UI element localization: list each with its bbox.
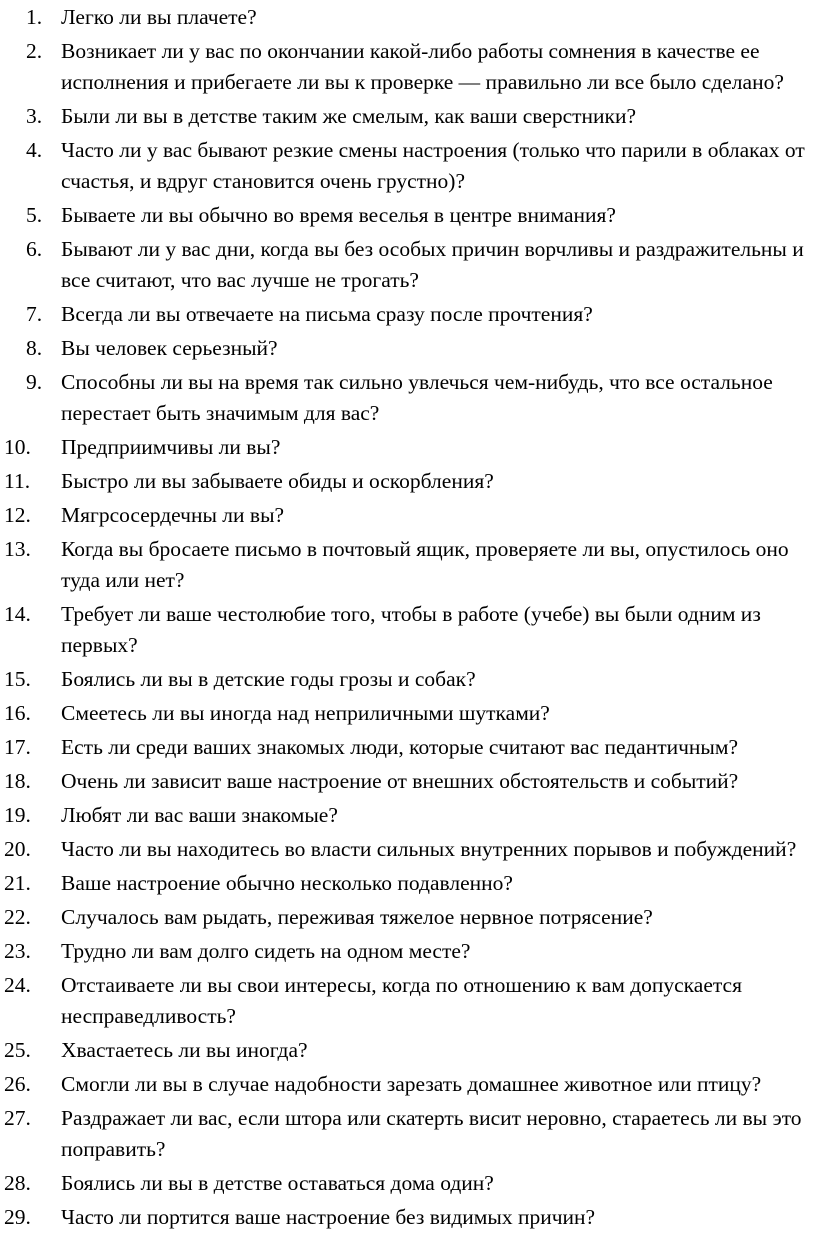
question-text: Боялись ли вы в детские годы грозы и собак? — [61, 667, 476, 691]
question-text: Бывают ли у вас дни, когда вы без особых причин ворчливы и раздражительны и все считают, что вас лучше не трогать? — [61, 237, 804, 292]
question-item — [4, 834, 810, 865]
question-number: 14. — [4, 602, 31, 626]
question-item — [4, 367, 810, 429]
question-item — [4, 800, 810, 831]
question-item — [4, 135, 810, 197]
question-item — [4, 698, 810, 729]
question-text: Трудно ли вам долго сидеть на одном месте? — [61, 939, 471, 963]
question-number: 4. — [26, 138, 43, 162]
question-item — [4, 970, 810, 1032]
question-number: 27. — [4, 1106, 31, 1130]
question-item — [4, 1103, 810, 1165]
question-item — [4, 902, 810, 933]
question-text: Хвастаетесь ли вы иногда? — [61, 1038, 308, 1062]
question-number: 25. — [4, 1038, 31, 1062]
question-item — [4, 333, 810, 364]
question-text: Вы человек серьезный? — [61, 336, 278, 360]
question-item — [4, 664, 810, 695]
question-number: 26. — [4, 1072, 31, 1096]
question-text: Быстро ли вы забываете обиды и оскорбления? — [61, 469, 494, 493]
question-number: 15. — [4, 667, 31, 691]
question-list — [4, 2, 810, 1233]
question-item — [4, 2, 810, 33]
question-item — [4, 732, 810, 763]
question-number: 5. — [26, 203, 43, 227]
question-text: Когда вы бросаете письмо в почтовый ящик, проверяете ли вы, опустилось оно туда или нет? — [61, 537, 789, 592]
question-number: 3. — [26, 104, 43, 128]
question-text: Отстаиваете ли вы свои интересы, когда по отношению к вам допускается несправедливость? — [61, 973, 742, 1028]
question-text: Бываете ли вы обычно во время веселья в центре внимания? — [61, 203, 616, 227]
question-number: 21. — [4, 871, 31, 895]
question-number: 6. — [26, 237, 43, 261]
question-number: 16. — [4, 701, 31, 725]
question-number: 29. — [4, 1205, 31, 1229]
question-text: Способны ли вы на время так сильно увлечься чем-нибудь, что все остальное перестает быть значимым для вас? — [61, 370, 773, 425]
question-number: 10. — [4, 435, 31, 459]
question-text: Случалось вам рыдать, переживая тяжелое нервное потрясение? — [61, 905, 653, 929]
question-item — [4, 534, 810, 596]
question-text: Есть ли среди ваших знакомых люди, которые считают вас педантичным? — [61, 735, 739, 759]
question-number: 1. — [26, 5, 43, 29]
question-text: Любят ли вас ваши знакомые? — [61, 803, 338, 827]
question-item — [4, 200, 810, 231]
question-text: Часто ли вы находитесь во власти сильных внутренних порывов и побуждений? — [61, 837, 797, 861]
question-text: Мягрсосердечны ли вы? — [61, 503, 285, 527]
question-number: 24. — [4, 973, 31, 997]
question-text: Очень ли зависит ваше настроение от внешних обстоятельств и событий? — [61, 769, 739, 793]
question-item — [4, 936, 810, 967]
question-item — [4, 36, 810, 98]
question-number: 23. — [4, 939, 31, 963]
question-text: Боялись ли вы в детстве оставаться дома один? — [61, 1171, 494, 1195]
question-text: Всегда ли вы отвечаете на письма сразу после прочтения? — [61, 302, 593, 326]
question-item — [4, 101, 810, 132]
question-number: 28. — [4, 1171, 31, 1195]
question-text: Смеетесь ли вы иногда над неприличными шутками? — [61, 701, 550, 725]
question-number: 18. — [4, 769, 31, 793]
question-text: Возникает ли у вас по окончании какой-либо работы сомнения в качестве ее исполнения и прибегаете ли вы к проверке — правильно ли все было сделано? — [61, 39, 784, 94]
question-item — [4, 1202, 810, 1233]
question-number: 22. — [4, 905, 31, 929]
question-number: 11. — [4, 469, 31, 493]
question-item — [4, 868, 810, 899]
question-item — [4, 299, 810, 330]
question-number: 17. — [4, 735, 31, 759]
question-item — [4, 766, 810, 797]
question-number: 12. — [4, 503, 31, 527]
question-number: 19. — [4, 803, 31, 827]
question-text: Предприимчивы ли вы? — [61, 435, 281, 459]
question-number: 9. — [26, 370, 43, 394]
question-text: Смогли ли вы в случае надобности зарезать домашнее животное или птицу? — [61, 1072, 762, 1096]
question-text: Требует ли ваше честолюбие того, чтобы в работе (учебе) вы были одним из первых? — [61, 602, 761, 657]
question-item — [4, 466, 810, 497]
question-item — [4, 599, 810, 661]
question-number: 7. — [26, 302, 43, 326]
question-text: Часто ли портится ваше настроение без видимых причин? — [61, 1205, 596, 1229]
question-item — [4, 234, 810, 296]
question-item — [4, 1069, 810, 1100]
question-text: Часто ли у вас бывают резкие смены настроения (только что парили в облаках от счастья, и вдруг становится очень грустно)? — [61, 138, 805, 193]
question-text: Были ли вы в детстве таким же смелым, как ваши сверстники? — [61, 104, 637, 128]
question-number: 13. — [4, 537, 31, 561]
question-item — [4, 1035, 810, 1066]
question-number: 8. — [26, 336, 43, 360]
question-text: Ваше настроение обычно несколько подавленно? — [61, 871, 513, 895]
question-item — [4, 432, 810, 463]
question-item — [4, 500, 810, 531]
question-text: Легко ли вы плачете? — [61, 5, 257, 29]
question-number: 2. — [26, 39, 43, 63]
question-text: Раздражает ли вас, если штора или скатерть висит неровно, стараетесь ли вы это поправить? — [61, 1106, 802, 1161]
question-number: 20. — [4, 837, 31, 861]
question-item — [4, 1168, 810, 1199]
